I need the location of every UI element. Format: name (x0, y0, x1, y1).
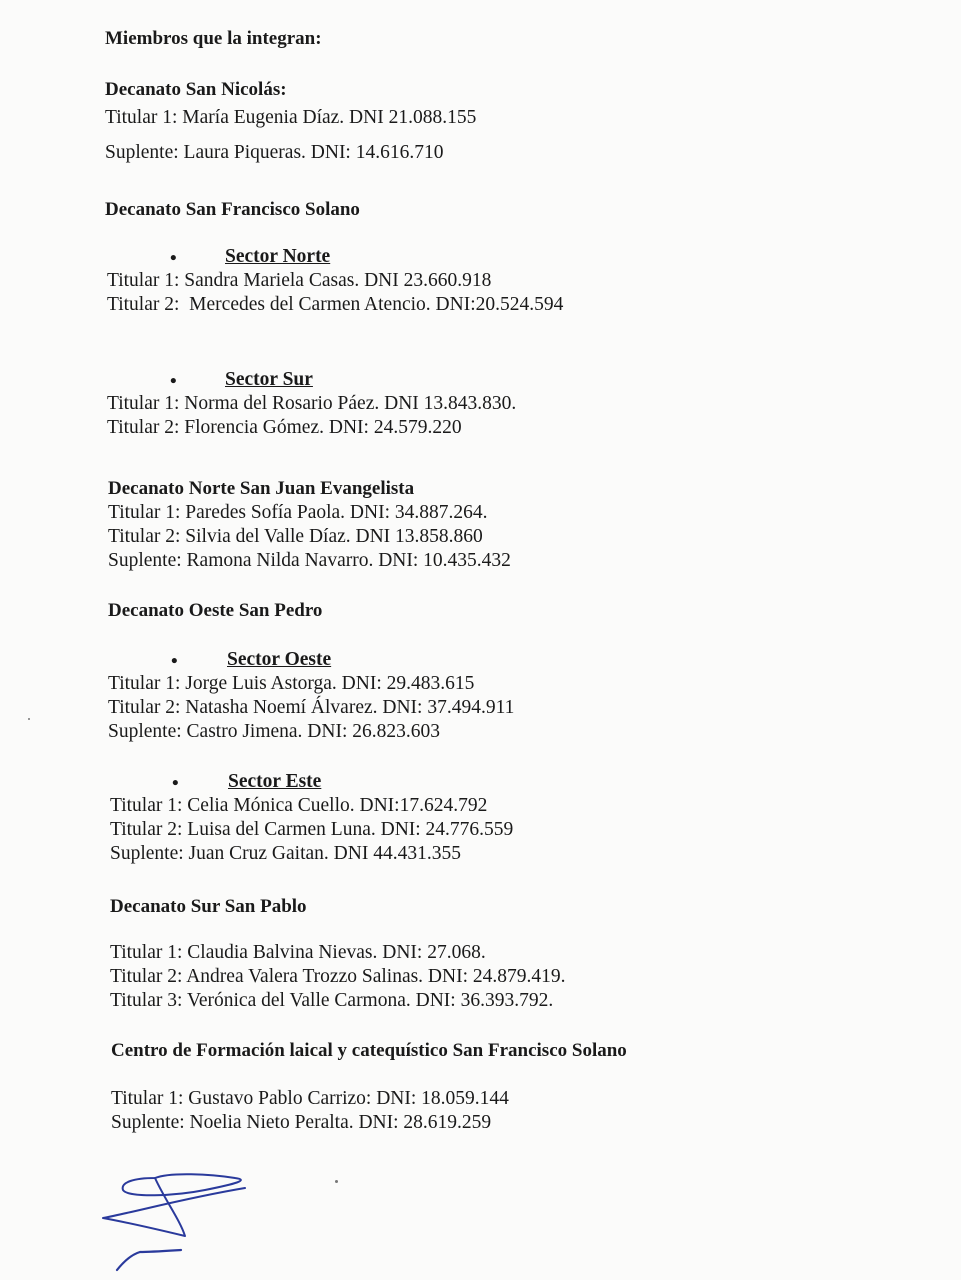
member-line: Titular 1: Claudia Balvina Nievas. DNI: 27.068. (110, 942, 486, 963)
member-line: Suplente: Juan Cruz Gaitan. DNI 44.431.355 (110, 843, 461, 864)
document-title: Miembros que la integran: (105, 28, 322, 49)
section-heading: Decanato Norte San Juan Evangelista (108, 478, 415, 499)
member-line: Titular 1: Paredes Sofía Paola. DNI: 34.887.264. (108, 502, 488, 523)
section-heading: Decanato San Nicolás: (105, 79, 287, 100)
member-line: Titular 2: Natasha Noemí Álvarez. DNI: 37.494.911 (108, 697, 515, 718)
member-line: Titular 2: Andrea Valera Trozzo Salinas. DNI: 24.879.419. (110, 966, 566, 987)
bullet-icon: • (172, 773, 179, 794)
sector-heading: Sector Oeste (227, 649, 332, 670)
member-line: Titular 2: Florencia Gómez. DNI: 24.579.220 (107, 417, 462, 438)
member-line: Titular 1: Gustavo Pablo Carrizo: DNI: 18.059.144 (111, 1088, 509, 1109)
sector-heading: Sector Este (228, 771, 322, 792)
member-line: Titular 2: Luisa del Carmen Luna. DNI: 24.776.559 (110, 819, 514, 840)
member-line: Titular 1: Norma del Rosario Páez. DNI 13.843.830. (107, 393, 517, 414)
paper-speck (28, 718, 30, 720)
member-line: Suplente: Laura Piqueras. DNI: 14.616.710 (105, 142, 444, 163)
section-heading: Decanato San Francisco Solano (105, 199, 360, 220)
sector-heading: Sector Sur (225, 369, 313, 390)
member-line: Titular 2: Silvia del Valle Díaz. DNI 13.858.860 (108, 526, 483, 547)
sector-heading: Sector Norte (225, 246, 331, 267)
member-line: Suplente: Ramona Nilda Navarro. DNI: 10.435.432 (108, 550, 511, 571)
section-heading: Decanato Sur San Pablo (110, 896, 307, 917)
member-line: Titular 2: Mercedes del Carmen Atencio. DNI:20.524.594 (107, 294, 564, 315)
member-line: Titular 1: María Eugenia Díaz. DNI 21.088.155 (105, 107, 477, 128)
member-line: Titular 1: Jorge Luis Astorga. DNI: 29.483.615 (108, 673, 475, 694)
handwritten-signature (95, 1160, 265, 1275)
section-heading: Decanato Oeste San Pedro (108, 600, 323, 621)
member-line: Suplente: Castro Jimena. DNI: 26.823.603 (108, 721, 441, 742)
member-line: Titular 1: Sandra Mariela Casas. DNI 23.660.918 (107, 270, 492, 291)
bullet-icon: • (170, 248, 177, 269)
paper-speck (335, 1180, 338, 1183)
member-line: Suplente: Noelia Nieto Peralta. DNI: 28.619.259 (111, 1112, 492, 1133)
section-heading: Centro de Formación laical y catequístico San Francisco Solano (111, 1040, 627, 1061)
bullet-icon: • (170, 371, 177, 392)
member-line: Titular 3: Verónica del Valle Carmona. DNI: 36.393.792. (110, 990, 554, 1011)
member-line: Titular 1: Celia Mónica Cuello. DNI:17.624.792 (110, 795, 488, 816)
bullet-icon: • (171, 651, 178, 672)
